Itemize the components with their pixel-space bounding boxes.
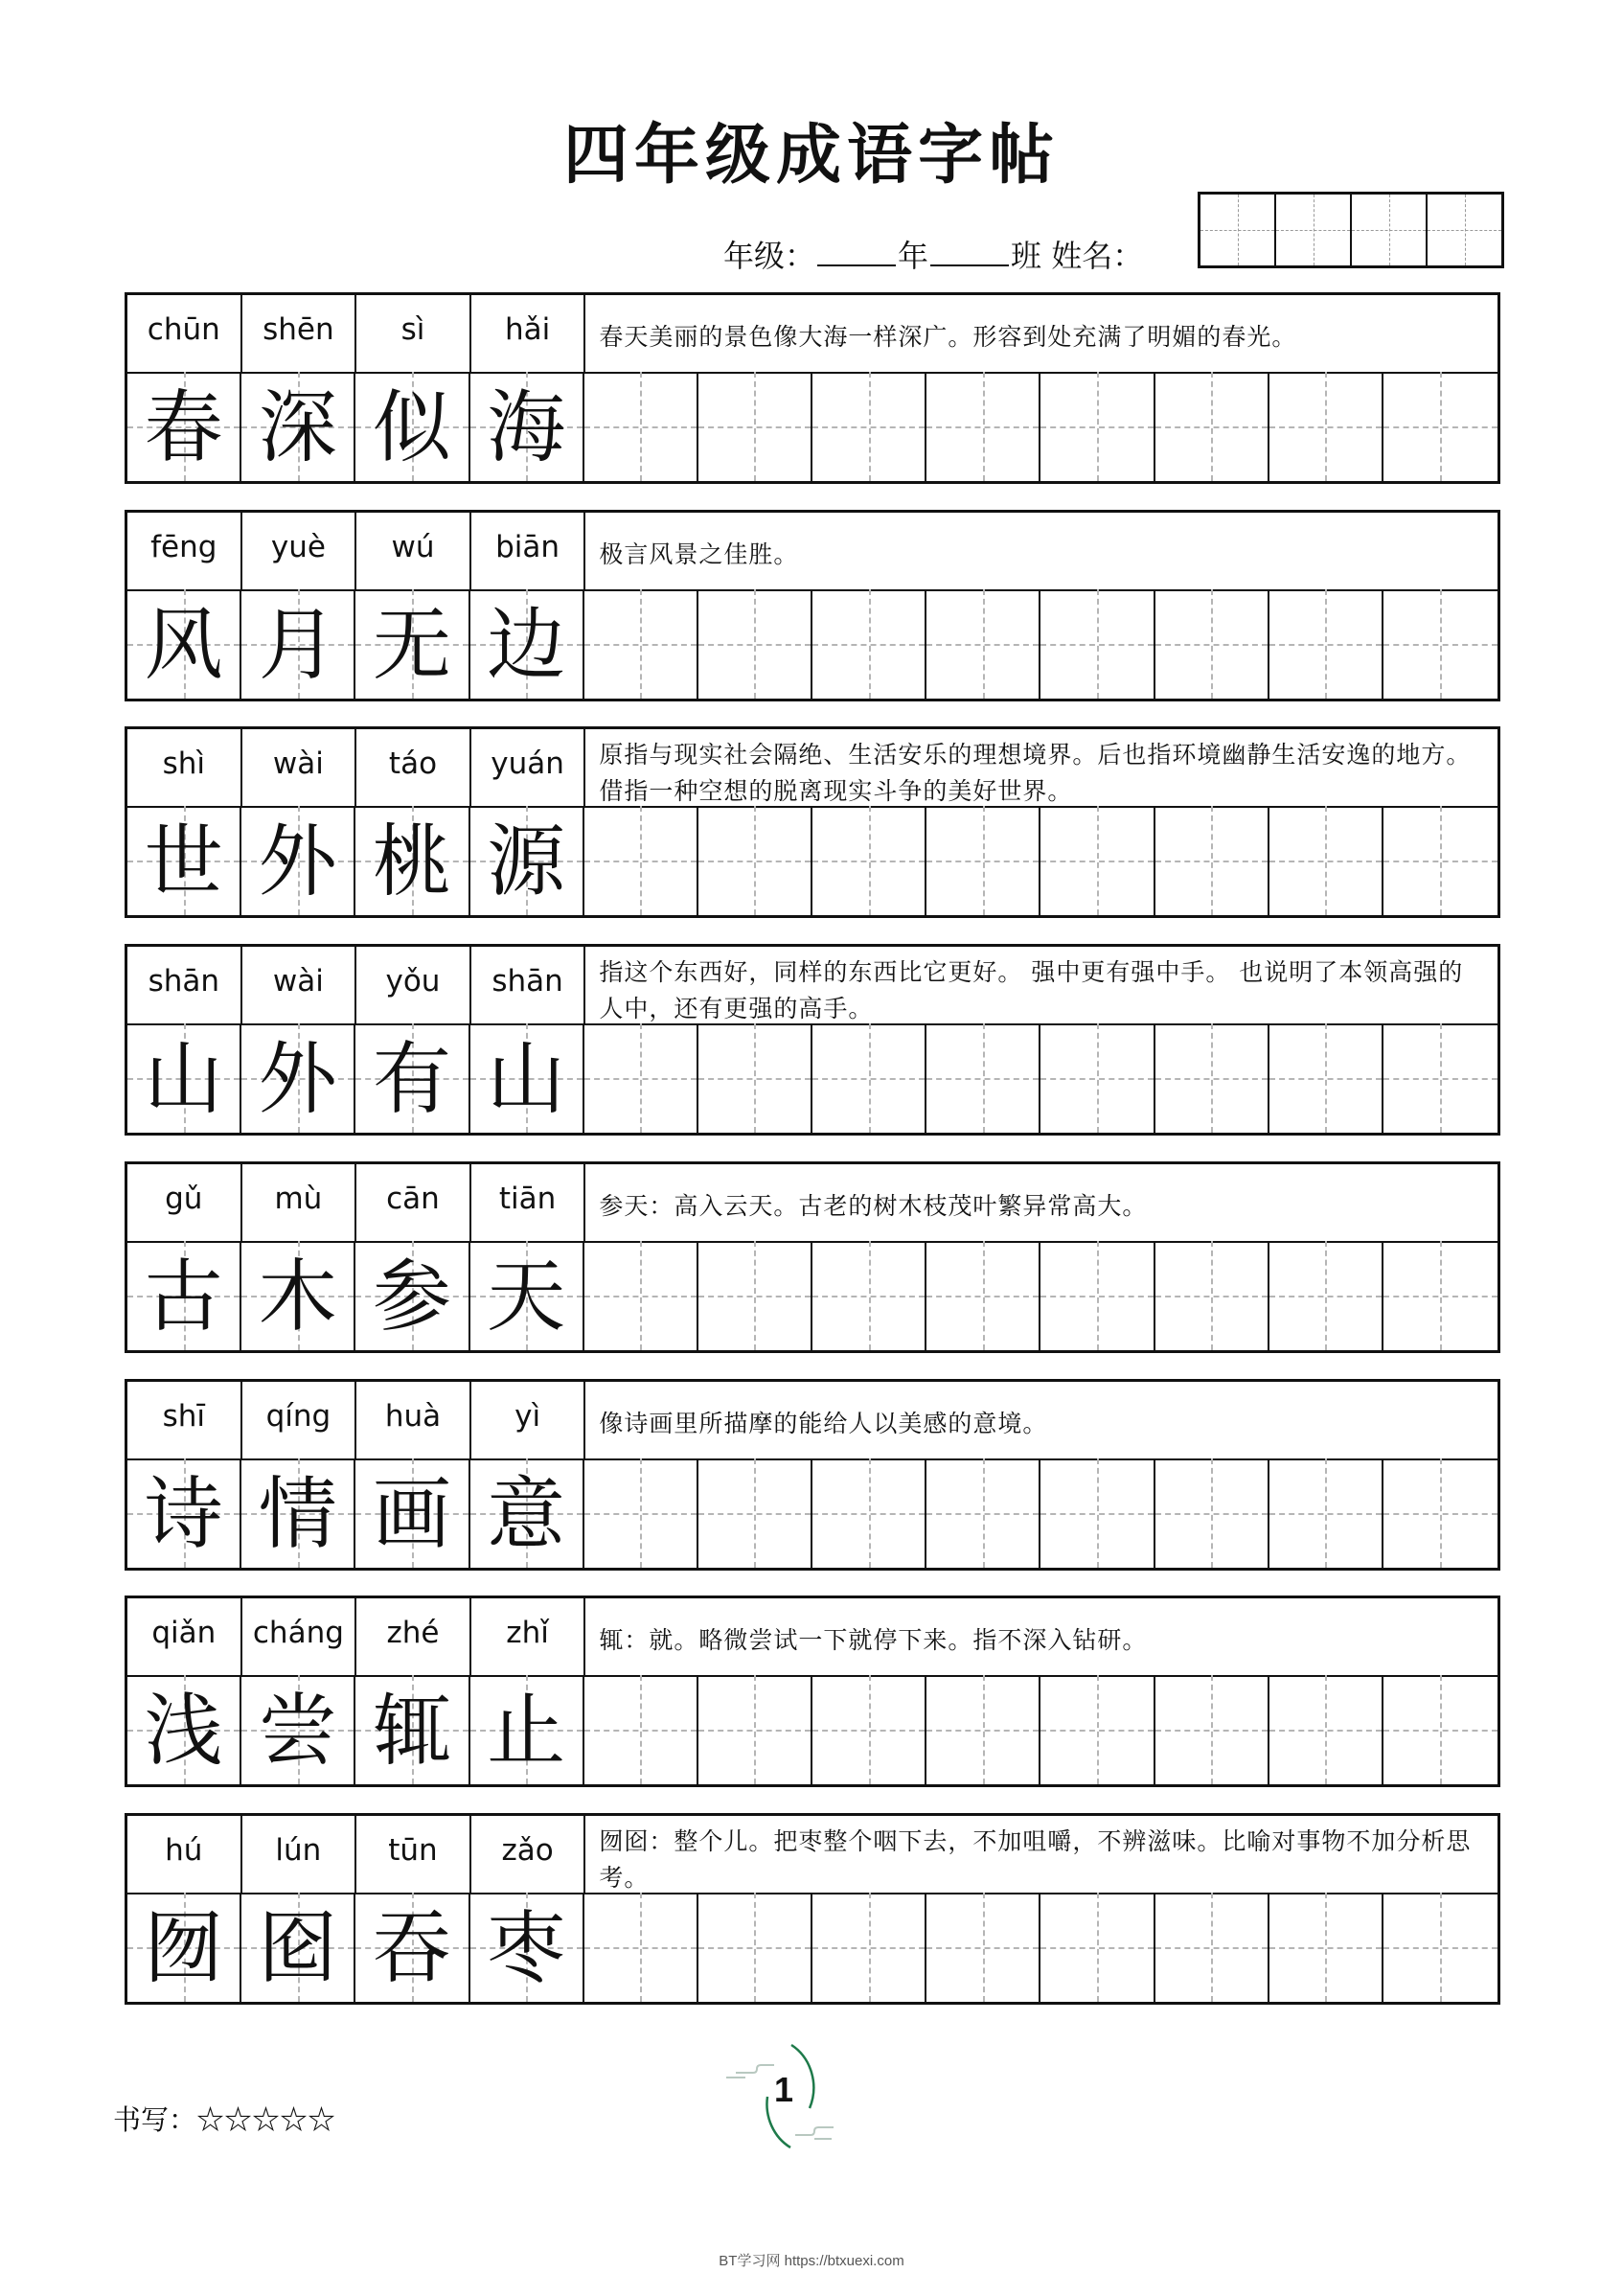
practice-cell[interactable] (698, 1241, 812, 1350)
pinyin-cell: chūn (127, 295, 242, 372)
watermark: BT学习网 https://btxuexi.com (719, 2253, 904, 2269)
model-character-cell (241, 806, 355, 915)
meaning-text: 极言风景之佳胜。 (599, 540, 799, 568)
practice-cell[interactable] (926, 1241, 1040, 1350)
practice-cell[interactable] (1155, 1023, 1269, 1133)
name-label: 姓名： (1051, 238, 1144, 274)
model-character-cell (470, 1893, 584, 2002)
pinyin-cell: táo (356, 729, 471, 806)
pinyin-cell: wài (242, 729, 357, 806)
model-character-cell (355, 1241, 469, 1350)
pinyin-row (127, 729, 1497, 808)
practice-cell[interactable] (812, 1241, 926, 1350)
meaning-text: 囫囵：整个儿。把枣整个咽下去，不加咀嚼，不辨滋味。比喻对事物不加分析思考。 (599, 1826, 1472, 1892)
idiom-block (125, 1379, 1500, 1571)
practice-cell[interactable] (1155, 1675, 1269, 1784)
model-character-cell (470, 1241, 584, 1350)
model-character-cell (470, 589, 584, 699)
grade-class-name-line (723, 232, 1143, 276)
writing-rating (113, 2099, 335, 2138)
idiom-block (125, 1813, 1500, 2005)
pinyin-cell: yuán (471, 729, 586, 806)
character-grid-row (127, 1241, 1497, 1350)
practice-cell[interactable] (584, 1675, 698, 1784)
model-character-cell (241, 1023, 355, 1133)
practice-cell[interactable] (1383, 589, 1497, 699)
pinyin-cell: yì (471, 1382, 586, 1458)
model-character: 画 (372, 1468, 451, 1560)
practice-cell[interactable] (926, 806, 1040, 915)
model-character: 参 (372, 1251, 451, 1343)
pinyin-cell: shī (127, 1382, 242, 1458)
name-writing-box[interactable] (1198, 192, 1504, 268)
practice-cell[interactable] (698, 372, 812, 481)
practice-cell[interactable] (926, 589, 1040, 699)
practice-cell[interactable] (812, 372, 926, 481)
practice-cell[interactable] (1383, 1675, 1497, 1784)
model-character-cell (355, 589, 469, 699)
practice-cell[interactable] (1040, 589, 1154, 699)
practice-cell[interactable] (1269, 1023, 1383, 1133)
pinyin-row (127, 1164, 1497, 1243)
page-title: 四年级成语字帖 (562, 117, 1060, 194)
pinyin-cell: zǎo (471, 1816, 586, 1893)
practice-cell[interactable] (926, 1893, 1040, 2002)
practice-cell[interactable] (812, 1023, 926, 1133)
practice-cell[interactable] (1269, 806, 1383, 915)
model-character-cell (355, 1675, 469, 1784)
practice-cell[interactable] (1040, 806, 1154, 915)
pinyin-row (127, 1816, 1497, 1894)
practice-cell[interactable] (1155, 1241, 1269, 1350)
practice-cell[interactable] (1383, 1023, 1497, 1133)
pinyin-cell: shān (127, 947, 242, 1023)
pinyin-row (127, 1382, 1497, 1460)
class-suffix: 班 (1011, 238, 1042, 274)
model-character-cell (127, 372, 241, 481)
model-character-cell (127, 806, 241, 915)
pinyin-cell: zhǐ (471, 1598, 586, 1675)
meaning-text: 像诗画里所描摩的能给人以美感的意境。 (599, 1409, 1048, 1437)
practice-cell[interactable] (698, 1675, 812, 1784)
grade-year-blank[interactable] (817, 240, 896, 266)
pinyin-cell: mù (242, 1164, 357, 1241)
practice-cell[interactable] (812, 1458, 926, 1568)
model-character: 世 (144, 816, 223, 908)
practice-cell[interactable] (1040, 1893, 1154, 2002)
pinyin-cell: wú (356, 513, 471, 589)
pinyin-cell: wài (242, 947, 357, 1023)
practice-cell[interactable] (1383, 372, 1497, 481)
name-cell[interactable] (1352, 195, 1428, 265)
meaning-text: 指这个东西好，同样的东西比它更好。 强中更有强中手。 也说明了本领高强的人中，还有更强的高手。 (599, 958, 1464, 1023)
model-character: 古 (144, 1251, 223, 1343)
practice-cell[interactable] (584, 589, 698, 699)
model-character: 外 (258, 1034, 337, 1126)
model-character-cell (355, 1458, 469, 1568)
practice-cell[interactable] (1383, 1458, 1497, 1568)
practice-cell[interactable] (1383, 1893, 1497, 2002)
character-grid-row (127, 589, 1497, 699)
practice-cell[interactable] (1383, 806, 1497, 915)
rating-label: 书写： (113, 2103, 197, 2136)
model-character: 山 (487, 1034, 566, 1126)
practice-cell[interactable] (926, 1458, 1040, 1568)
model-character: 枣 (487, 1902, 566, 1994)
practice-cell[interactable] (584, 1893, 698, 2002)
practice-cell[interactable] (1269, 1893, 1383, 2002)
practice-cell[interactable] (1269, 589, 1383, 699)
pinyin-cell: hǎi (471, 295, 586, 372)
model-character-cell (355, 1023, 469, 1133)
model-character: 情 (258, 1468, 337, 1560)
practice-cell[interactable] (1040, 1675, 1154, 1784)
model-character: 风 (144, 599, 223, 691)
meaning-text: 原指与现实社会隔绝、生活安乐的理想境界。后也指环境幽静生活安逸的地方。借指一种空想的脱离现实斗争的美好世界。 (599, 741, 1472, 806)
practice-cell[interactable] (1040, 1241, 1154, 1350)
pinyin-cell: cháng (242, 1598, 357, 1675)
pinyin-cell: cān (356, 1164, 471, 1241)
name-cell[interactable] (1428, 195, 1501, 265)
practice-cell[interactable] (698, 589, 812, 699)
model-character-cell (241, 589, 355, 699)
pinyin-cell: shān (471, 947, 586, 1023)
model-character: 囫 (144, 1902, 223, 1994)
practice-cell[interactable] (698, 806, 812, 915)
practice-cell[interactable] (1155, 806, 1269, 915)
model-character-cell (127, 589, 241, 699)
idiom-block (125, 1596, 1500, 1787)
model-character-cell (470, 372, 584, 481)
practice-cell[interactable] (1269, 1458, 1383, 1568)
model-character: 止 (487, 1686, 566, 1778)
class-blank[interactable] (930, 240, 1009, 266)
model-character-cell (241, 372, 355, 481)
practice-cell[interactable] (1155, 1893, 1269, 2002)
practice-cell[interactable] (812, 589, 926, 699)
pinyin-cell: biān (471, 513, 586, 589)
model-character-cell (241, 1241, 355, 1350)
page-number-badge (707, 2039, 860, 2154)
pinyin-cell: sì (356, 295, 471, 372)
character-grid-row (127, 1023, 1497, 1133)
model-character-cell (241, 1675, 355, 1784)
model-character: 月 (258, 599, 337, 691)
pinyin-cell: fēng (127, 513, 242, 589)
model-character: 浅 (144, 1686, 223, 1778)
model-character-cell (127, 1675, 241, 1784)
practice-cell[interactable] (698, 1893, 812, 2002)
practice-cell[interactable] (1269, 1675, 1383, 1784)
practice-cell[interactable] (584, 372, 698, 481)
idiom-block (125, 510, 1500, 701)
model-character: 尝 (258, 1686, 337, 1778)
pinyin-row (127, 947, 1497, 1025)
model-character: 山 (144, 1034, 223, 1126)
idiom-block (125, 726, 1500, 918)
model-character-cell (355, 1893, 469, 2002)
practice-cell[interactable] (584, 806, 698, 915)
idiom-block (125, 944, 1500, 1136)
pinyin-row (127, 295, 1497, 374)
model-character-cell (470, 1675, 584, 1784)
practice-cell[interactable] (1040, 372, 1154, 481)
model-character: 海 (487, 382, 566, 473)
character-grid-row (127, 1893, 1497, 2002)
pinyin-cell: hú (127, 1816, 242, 1893)
model-character: 意 (487, 1468, 566, 1560)
meaning-text: 春天美丽的景色像大海一样深广。形容到处充满了明媚的春光。 (599, 323, 1297, 351)
meaning-text: 辄：就。略微尝试一下就停下来。指不深入钻研。 (599, 1626, 1148, 1655)
model-character: 诗 (144, 1468, 223, 1560)
character-grid-row (127, 1458, 1497, 1568)
practice-cell[interactable] (812, 1893, 926, 2002)
model-character: 木 (258, 1251, 337, 1343)
model-character: 春 (144, 382, 223, 473)
character-grid-row (127, 806, 1497, 915)
practice-cell[interactable] (584, 1458, 698, 1568)
idiom-block (125, 1161, 1500, 1353)
student-info (0, 192, 1623, 274)
model-character-cell (355, 372, 469, 481)
model-character-cell (241, 1893, 355, 2002)
pinyin-cell: gǔ (127, 1164, 242, 1241)
pinyin-cell: zhé (356, 1598, 471, 1675)
model-character-cell (127, 1458, 241, 1568)
pinyin-cell: huà (356, 1382, 471, 1458)
model-character: 无 (372, 599, 451, 691)
character-grid-row (127, 372, 1497, 481)
model-character: 源 (487, 816, 566, 908)
pinyin-cell: qiǎn (127, 1598, 242, 1675)
model-character-cell (127, 1023, 241, 1133)
practice-cell[interactable] (1269, 1241, 1383, 1350)
model-character: 深 (258, 382, 337, 473)
practice-cell[interactable] (926, 1023, 1040, 1133)
model-character: 囵 (258, 1902, 337, 1994)
model-character-cell (355, 806, 469, 915)
model-character: 桃 (372, 816, 451, 908)
practice-cell[interactable] (1155, 372, 1269, 481)
model-character-cell (241, 1458, 355, 1568)
idiom-block (125, 292, 1500, 484)
practice-cell[interactable] (584, 1023, 698, 1133)
model-character: 天 (487, 1251, 566, 1343)
practice-cell[interactable] (812, 806, 926, 915)
model-character-cell (470, 1458, 584, 1568)
pinyin-cell: yǒu (356, 947, 471, 1023)
model-character-cell (470, 1023, 584, 1133)
practice-cell[interactable] (1269, 372, 1383, 481)
pinyin-cell: shì (127, 729, 242, 806)
practice-cell[interactable] (1040, 1023, 1154, 1133)
name-cell[interactable] (1200, 195, 1276, 265)
pinyin-cell: shēn (242, 295, 357, 372)
rating-stars[interactable]: ☆☆☆☆☆ (196, 2103, 336, 2136)
pinyin-row (127, 513, 1497, 591)
year-suffix: 年 (898, 238, 929, 274)
page-number: 1 (773, 2070, 794, 2109)
pinyin-cell: tūn (356, 1816, 471, 1893)
practice-cell[interactable] (698, 1458, 812, 1568)
model-character: 有 (372, 1034, 451, 1126)
practice-cell[interactable] (926, 372, 1040, 481)
name-cell[interactable] (1276, 195, 1352, 265)
practice-cell[interactable] (1383, 1241, 1497, 1350)
pinyin-cell: qíng (242, 1382, 357, 1458)
model-character: 边 (487, 599, 566, 691)
practice-cell[interactable] (698, 1023, 812, 1133)
model-character-cell (127, 1241, 241, 1350)
practice-cell[interactable] (1155, 589, 1269, 699)
model-character: 辄 (372, 1686, 451, 1778)
pinyin-cell: tiān (471, 1164, 586, 1241)
pinyin-cell: yuè (242, 513, 357, 589)
model-character: 似 (372, 382, 451, 473)
meaning-text: 参天：高入云天。古老的树木枝茂叶繁异常高大。 (599, 1191, 1148, 1220)
grade-label: 年级： (723, 238, 816, 274)
pinyin-cell: lún (242, 1816, 357, 1893)
model-character-cell (127, 1893, 241, 2002)
model-character: 外 (258, 816, 337, 908)
pinyin-row (127, 1598, 1497, 1677)
model-character-cell (470, 806, 584, 915)
practice-cell[interactable] (812, 1675, 926, 1784)
character-grid-row (127, 1675, 1497, 1784)
practice-cell[interactable] (1040, 1458, 1154, 1568)
practice-cell[interactable] (926, 1675, 1040, 1784)
model-character: 吞 (372, 1902, 451, 1994)
practice-cell[interactable] (1155, 1458, 1269, 1568)
practice-cell[interactable] (584, 1241, 698, 1350)
